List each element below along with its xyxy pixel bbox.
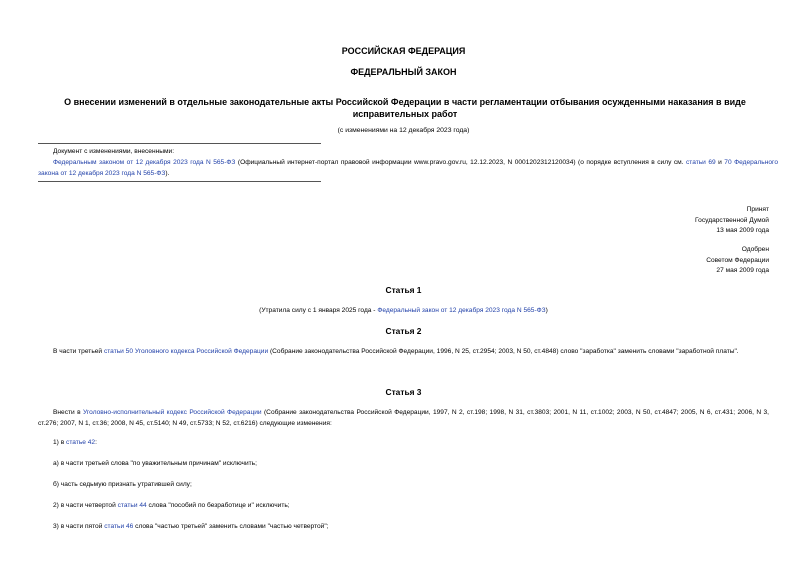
article-2-post: (Собрание законодательства Российской Федерации, 1996, N 25, ст.2954; 2003, N 50, ст.4848) слово "заработка" заменить словами "заработной платы". (268, 348, 739, 355)
duma-line2: Государственной Думой (695, 216, 769, 224)
divider-bottom (38, 181, 321, 182)
duma-date: 13 мая 2009 года (716, 227, 769, 234)
edition-note: (с изменениями на 12 декабря 2023 года) (337, 127, 470, 134)
article-1-text (0, 305, 807, 316)
duma-line1: Принят (746, 206, 769, 213)
article-1-pre: (Утратила силу с 1 января 2025 года - (259, 307, 378, 314)
article-3-intro-pre: Внести в (53, 409, 84, 416)
council-line2: Советом Федерации (706, 256, 769, 264)
duma-adoption (695, 205, 769, 237)
changes-block (38, 146, 778, 179)
article-70-link[interactable]: 70 Федерального закона от 12 декабря 2023 года N 565-ФЗ (38, 159, 778, 177)
amending-law-link[interactable]: Федеральным законом от 12 декабря 2023 года N 565-ФЗ (53, 159, 236, 166)
item-3-post: слова "частью третьей" заменить словами "частью четвертой"; (133, 523, 329, 530)
article-1-title: Статья 1 (385, 285, 422, 295)
article-2-text (38, 346, 769, 357)
article-46-link[interactable]: статьи 46 (104, 523, 134, 530)
article-44-link[interactable]: статьи 44 (117, 502, 147, 509)
article-69-link[interactable]: статьи 69 (685, 159, 716, 166)
changes-text-part1: (Официальный интернет-портал правовой информации www.pravo.gov.ru, 12.12.2023, N 0001202312120034) (о порядке вступления в силу см. (235, 159, 686, 166)
article-3-item-1b (38, 479, 769, 490)
item-1-pre: 1) в (53, 439, 67, 446)
article-3-item-1 (38, 437, 769, 448)
changes-text-part3: ). (165, 170, 170, 177)
item-1-post: : (95, 439, 97, 446)
federation-heading: РОССИЙСКАЯ ФЕДЕРАЦИЯ (341, 46, 466, 56)
article-3-item-3 (38, 521, 769, 532)
council-approval (706, 245, 769, 277)
item-2-pre: 2) в части четвертой (53, 502, 118, 509)
divider-top (38, 143, 321, 144)
changes-text-part2: и (715, 159, 725, 166)
article-2-pre: В части третьей (53, 348, 104, 355)
article-3-item-2 (38, 500, 769, 511)
law-type-heading: ФЕДЕРАЛЬНЫЙ ЗАКОН (350, 67, 457, 77)
article-3-title: Статья 3 (385, 387, 422, 397)
item-3-pre: 3) в части пятой (53, 523, 105, 530)
penal-code-link[interactable]: Уголовно-исполнительный кодекс Российской Федерации (83, 409, 262, 416)
changes-title: Документ с изменениями, внесенными: (53, 148, 175, 155)
council-date: 27 мая 2009 года (716, 267, 769, 274)
article-42-link[interactable]: статье 42 (66, 439, 96, 446)
item-2-post: слова "пособий по безработице и" исключить; (146, 502, 290, 509)
article-1-link[interactable]: Федеральный закон от 12 декабря 2023 года N 565-ФЗ (377, 307, 546, 314)
article-1-post: ) (545, 307, 548, 314)
article-3-intro (38, 407, 769, 429)
item-1a-text: а) в части третьей слова "по уважительным причинам" исключить; (53, 460, 257, 467)
changes-text (38, 157, 778, 179)
law-title: О внесении изменений в отдельные законодательные акты Российской Федерации в части регламентации отбывания осужденными наказания в виде исправительных работ (64, 97, 746, 119)
council-line1: Одобрен (741, 246, 769, 253)
item-1b-text: б) часть седьмую признать утратившей силу; (53, 481, 192, 488)
article-3-intro-post: (Собрание законодательства Российской Федерации, 1997, N 2, ст.198; 1998, N 31, ст.3803; 2001, N 11, ст.1002; 2003, N 50, ст.4847; 2005, N 6, ст.431; 2006, N 3, ст.276; 2007, N 1, ст.36; 2008, N 45, ст.5140; N 49, ст.5733; N 52, ст.6216) следующие изменения: (38, 409, 770, 427)
article-3-item-1a (38, 458, 769, 469)
criminal-code-article-50-link[interactable]: статьи 50 Уголовного кодекса Российской Федерации (103, 348, 269, 355)
article-2-title: Статья 2 (385, 326, 422, 336)
